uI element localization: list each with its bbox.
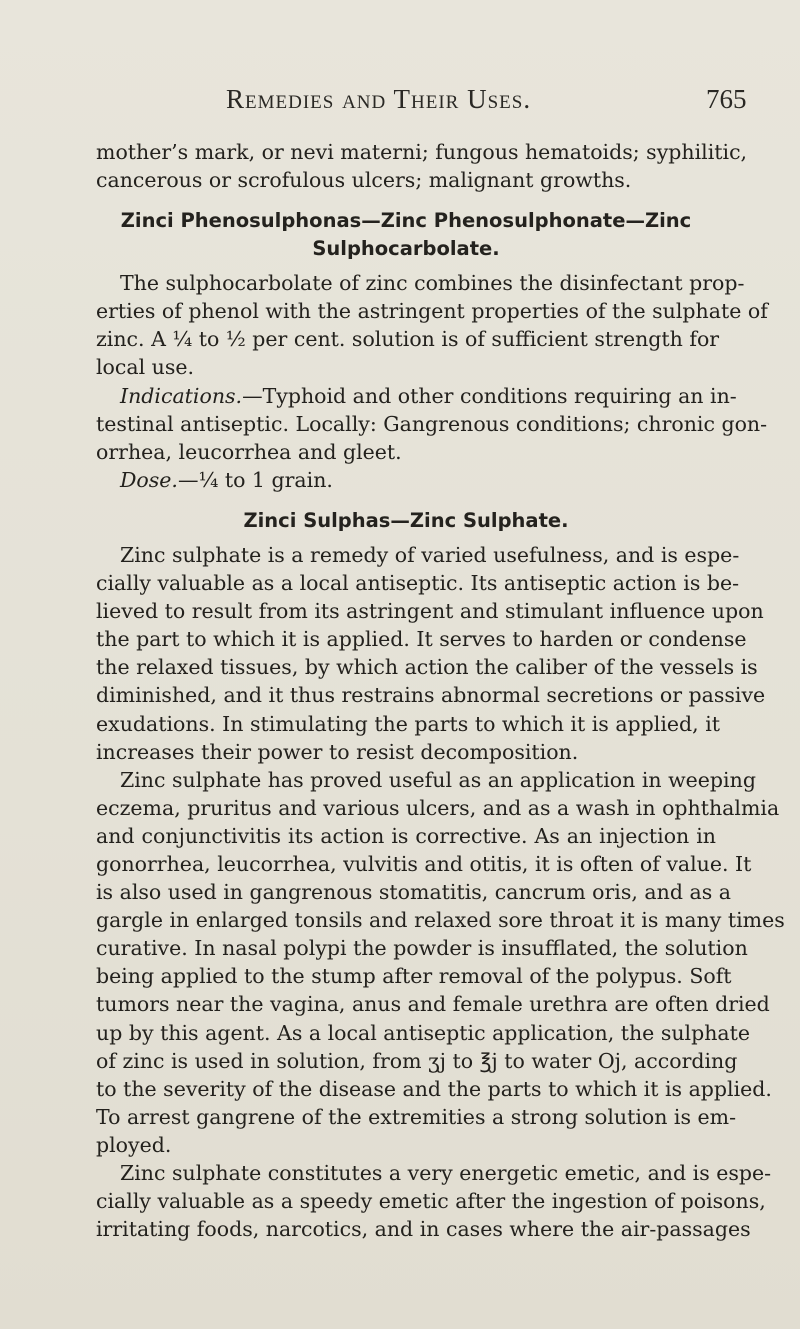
heading-line: Zinci Phenosulphonas—Zinc Phenosulphonate—Zinc (120, 209, 692, 233)
labeled-paragraph (96, 466, 716, 494)
text-line: increases their power to resist decomposition. (96, 739, 579, 764)
text-line: irritating foods, narcotics, and in cases where the air-passages (96, 1217, 751, 1242)
text-line: cially valuable as a local antiseptic. Its antiseptic action is be- (96, 571, 740, 596)
text-line: eczema, pruritus and various ulcers, and as a wash in ophthalmia (96, 795, 780, 820)
text-line: curative. In nasal polypi the powder is insufflated, the solution (96, 936, 748, 961)
text-line: diminished, and it thus restrains abnormal secretions or passive (96, 683, 766, 708)
heading-line: Zinci Sulphas—Zinc Sulphate. (243, 508, 569, 532)
text-line: zinc. A ¼ to ½ per cent. solution is of sufficient strength for (96, 327, 720, 352)
text-line: local use. (96, 355, 195, 380)
text-line: exudations. In stimulating the parts to which it is applied, it (96, 711, 720, 736)
text-line: cially valuable as a speedy emetic after the ingestion of poisons, (96, 1189, 766, 1214)
text-line: up by this agent. As a local antiseptic application, the sulphate (96, 1020, 751, 1045)
text-line: The sulphocarbolate of zinc combines the disinfectant prop- (120, 271, 745, 296)
section-heading (96, 207, 716, 263)
section-heading (96, 507, 716, 535)
paragraph (96, 1159, 772, 1243)
text-line: cancerous or scrofulous ulcers; malignant growths. (96, 168, 632, 193)
heading-line: Sulphocarbolate. (312, 237, 500, 261)
text-line: Zinc sulphate constitutes a very energetic emetic, and is espe- (120, 1161, 772, 1185)
text-run: —Typhoid and other conditions requiring an in- (242, 383, 737, 408)
labeled-paragraph (96, 382, 768, 466)
text-line: mother’s mark, or nevi materni; fungous hematoids; syphilitic, (96, 140, 748, 164)
text-line: Zinc sulphate has proved useful as an application in weeping (120, 767, 756, 792)
paragraph (96, 541, 766, 766)
text-line: To arrest gangrene of the extremities a strong solution is em- (96, 1104, 737, 1129)
paragraph (96, 138, 748, 194)
text-line: Zinc sulphate is a remedy of varied usefulness, and is espe- (120, 542, 740, 567)
text-line: ployed. (96, 1132, 172, 1157)
text-line: being applied to the stump after removal of the polypus. Soft (96, 964, 732, 989)
text-line: gargle in enlarged tonsils and relaxed sore throat it is many times (96, 908, 785, 933)
text-line (96, 466, 716, 494)
text-line: tumors near the vagina, anus and female urethra are often dried (96, 992, 770, 1017)
text-line: the relaxed tissues, by which action the caliber of the vessels is (96, 655, 758, 680)
text-line: gonorrhea, leucorrhea, vulvitis and otitis, it is often of value. It (96, 851, 752, 876)
running-head (0, 84, 800, 124)
text-line: testinal antiseptic. Locally: Gangrenous conditions; chronic gon- (96, 411, 768, 436)
paragraph (96, 766, 785, 1159)
paragraph-label: Indications. (120, 383, 243, 408)
text-line: and conjunctivitis its action is corrective. As an injection in (96, 823, 716, 848)
text-line (96, 382, 737, 410)
text-line: lieved to result from its astringent and stimulant influence upon (96, 599, 764, 624)
running-title: Remedies and Their Uses. (226, 84, 532, 114)
text-line: to the severity of the disease and the parts to which it is applied. (96, 1076, 772, 1101)
paragraph-label: Dose. (120, 467, 178, 492)
text-line: is also used in gangrenous stomatitis, cancrum oris, and as a (96, 880, 731, 905)
text-line: the part to which it is applied. It serves to harden or condense (96, 627, 747, 652)
text-line: orrhea, leucorrhea and gleet. (96, 439, 402, 464)
text-run: —¼ to 1 grain. (177, 467, 333, 492)
text-line: erties of phenol with the astringent properties of the sulphate of (96, 299, 768, 324)
page-number: 765 (706, 84, 747, 114)
body-text (96, 138, 785, 1243)
paragraph (96, 269, 768, 381)
text-line: of zinc is used in solution, from ʒj to ℥j to water Oj, according (96, 1048, 738, 1073)
